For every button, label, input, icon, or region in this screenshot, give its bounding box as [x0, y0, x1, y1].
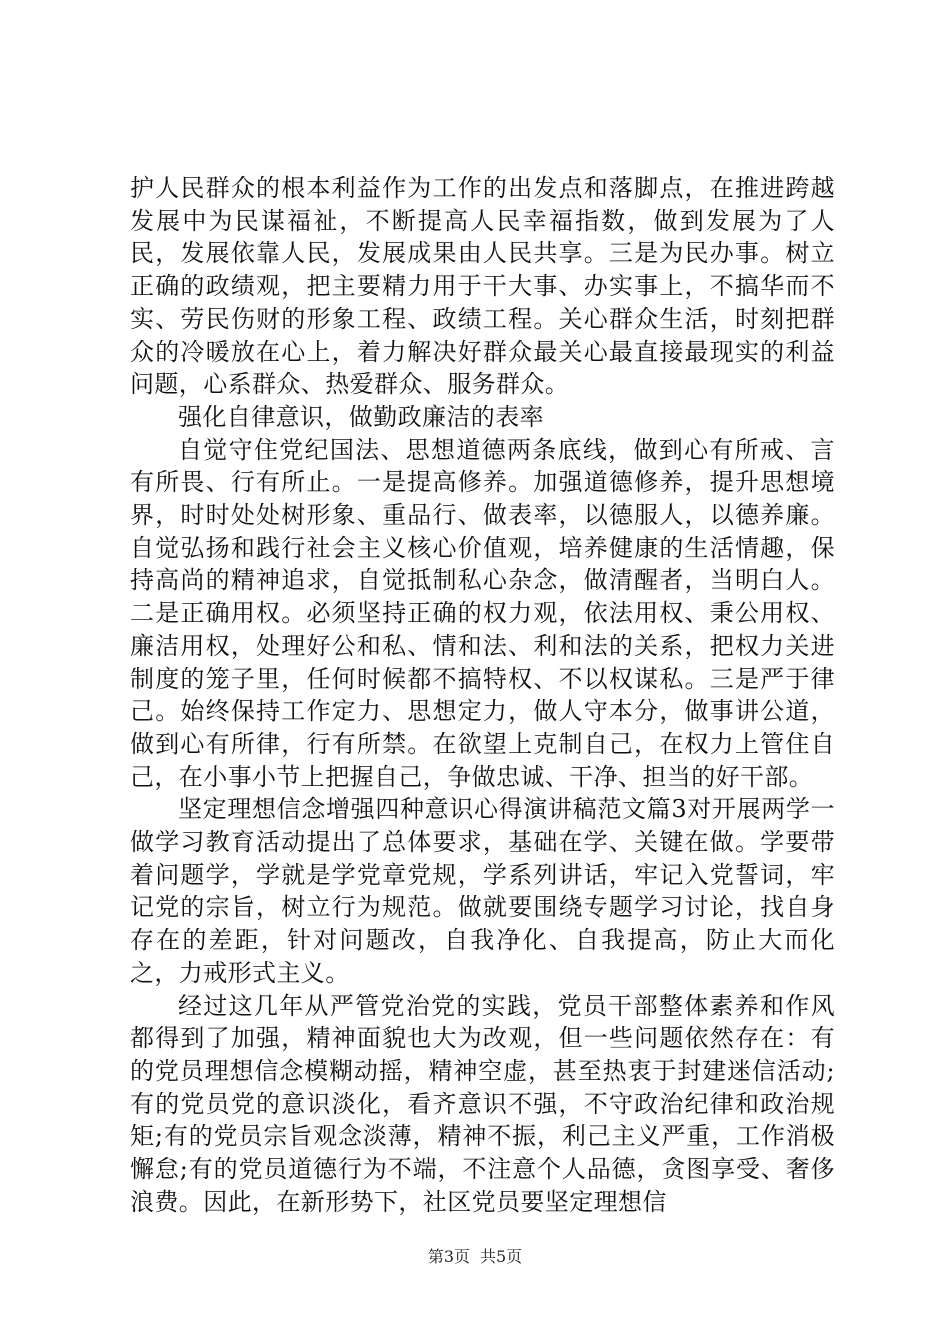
paragraph-5: 经过这几年从严管党治党的实践，党员干部整体素养和作风都得到了加强，精神面貌也大为改观，但一些问题依然存在：有的党员理想信念模糊动摇，精神空虚，甚至热衷于封建迷信活动;有的党员党的意识淡化，看齐意识不强，不守政治纪律和政治规矩;有的党员宗旨观念淡薄，精神不振，利己主义严重，工作消极懈怠;有的党员道德行为不端，不注意个人品德，贪图享受、奢侈浪费。因此，在新形势下，社区党员要坚定理想信	[130, 991, 835, 1216]
paragraph-1: 护人民群众的根本利益作为工作的出发点和落脚点，在推进跨越发展中为民谋福祉，不断提高人民幸福指数，做到发展为了人民，发展依靠人民，发展成果由人民共享。三是为民办事。树立正确的政绩观，把主要精力用于干大事、办实事上，不搞华而不实、劳民伤财的形象工程、政绩工程。关心群众生活，时刻把群众的冷暖放在心上，着力解决好群众最关心最直接最现实的利益问题，心系群众、热爱群众、服务群众。	[130, 174, 835, 399]
page-total: 共5页	[480, 1247, 523, 1266]
paragraph-4: 坚定理想信念增强四种意识心得演讲稿范文篇3对开展两学一做学习教育活动提出了总体要求，基础在学、关键在做。学要带着问题学，学就是学党章党规，学系列讲话，牢记入党誓词，牢记党的宗旨，树立行为规范。做就要围绕专题学习讨论，找自身存在的差距，针对问题改，自我净化、自我提高，防止大而化之，力戒形式主义。	[130, 795, 835, 987]
section-heading: 强化自律意识，做勤政廉洁的表率	[178, 402, 544, 431]
page-number: 第3页	[427, 1247, 470, 1266]
paragraph-3: 自觉守住党纪国法、思想道德两条底线，做到心有所戒、言有所畏、行有所止。一是提高修养。加强道德修养，提升思想境界，时时处处树形象、重品行、做表率，以德服人，以德养廉。自觉弘扬和践行社会主义核心价值观，培养健康的生活情趣，保持高尚的精神追求，自觉抵制私心杂念，做清醒者，当明白人。二是正确用权。必须坚持正确的权力观，依法用权、秉公用权、廉洁用权，处理好公和私、情和法、利和法的关系，把权力关进制度的笼子里，任何时候都不搞特权、不以权谋私。三是严于律己。始终保持工作定力、思想定力，做人守本分，做事讲公道，做到心有所律，行有所禁。在欲望上克制自己，在权力上管住自己，在小事小节上把握自己，争做忠诚、干净、担当的好干部。	[130, 435, 835, 791]
page-footer	[0, 1247, 950, 1267]
document-body	[130, 172, 835, 1219]
